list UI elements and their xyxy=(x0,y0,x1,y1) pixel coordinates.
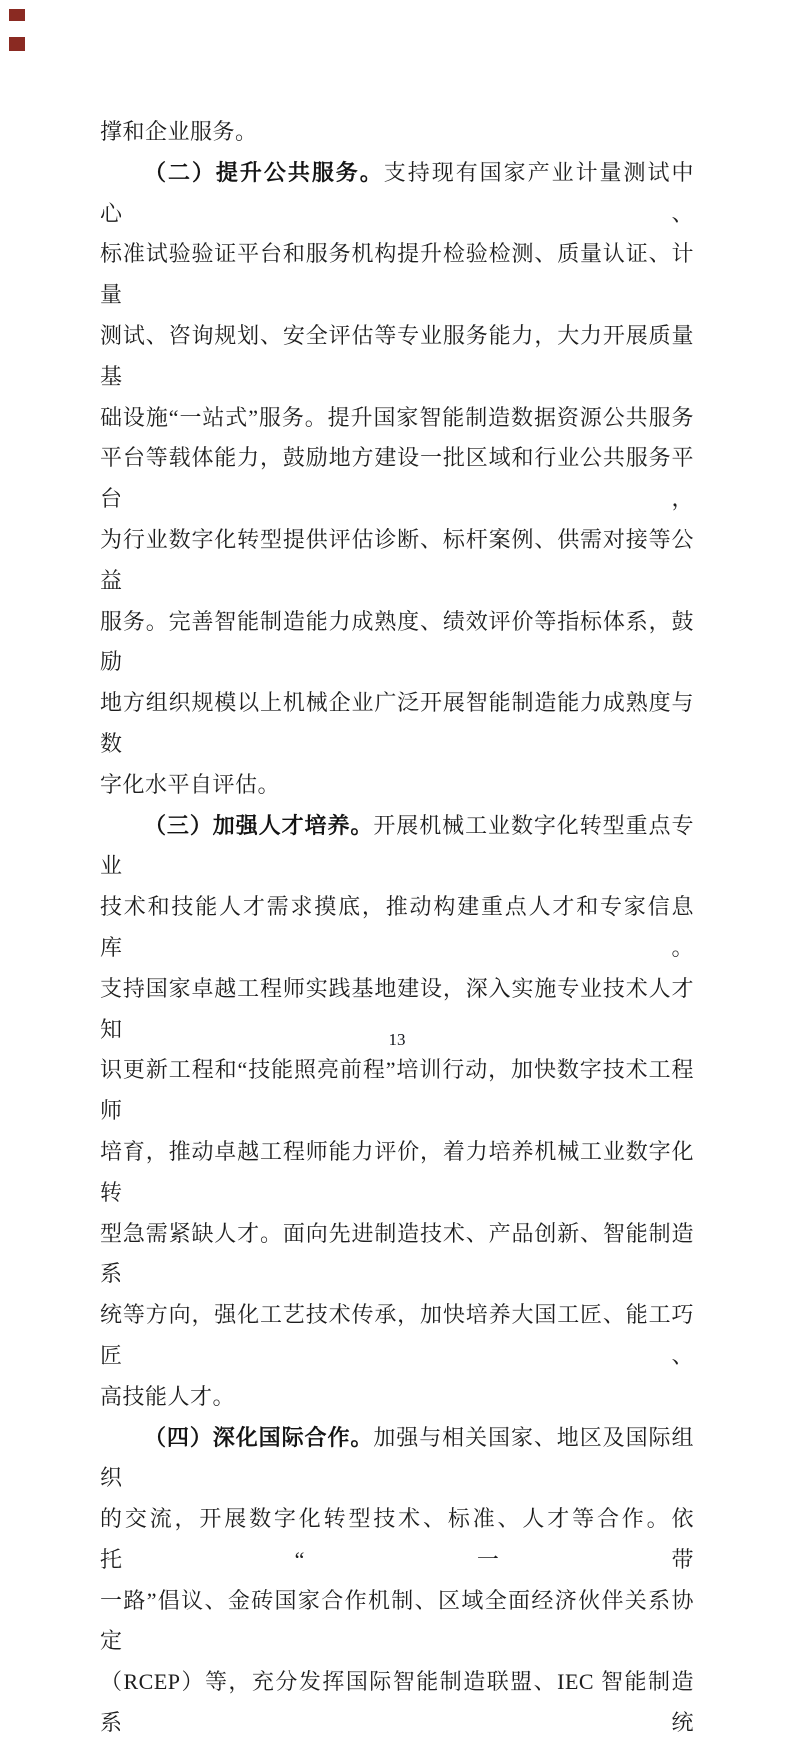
text-line: 测试、咨询规划、安全评估等专业服务能力，大力开展质量基 xyxy=(100,322,694,389)
paragraph xyxy=(100,153,694,806)
text-line: （四）深化国际合作。加强与相关国家、地区及国际组织 xyxy=(100,1424,694,1491)
text-line: 标准试验验证平台和服务机构提升检验检测、质量认证、计量 xyxy=(100,241,694,308)
section-heading: （二）提升公共服务。 xyxy=(144,159,384,185)
text-line: 识更新工程和“技能照亮前程”培训行动，加快数字技术工程师 xyxy=(100,1057,694,1124)
page-number: 13 xyxy=(388,1030,406,1049)
section-heading: （三）加强人才培养。 xyxy=(144,812,374,838)
paragraph xyxy=(100,1418,694,1744)
text-line: （二）提升公共服务。支持现有国家产业计量测试中心、 xyxy=(100,159,694,226)
paragraph xyxy=(100,806,694,1418)
text-line: 服务。完善智能制造能力成熟度、绩效评价等指标体系，鼓励 xyxy=(100,608,694,675)
text-line: 支持国家卓越工程师实践基地建设，深入实施专业技术人才知 xyxy=(100,975,694,1042)
document-body xyxy=(100,112,694,1744)
section-heading: （四）深化国际合作。 xyxy=(144,1424,374,1450)
red-mark-top xyxy=(9,9,25,21)
text-line: 一路”倡议、金砖国家合作机制、区域全面经济伙伴关系协定 xyxy=(100,1587,694,1654)
text-line: 的交流，开展数字化转型技术、标准、人才等合作。依托“一带 xyxy=(100,1506,694,1572)
text-line: 为行业数字化转型提供评估诊断、标杆案例、供需对接等公益 xyxy=(100,526,694,593)
text-line: （三）加强人才培养。开展机械工业数字化转型重点专业 xyxy=(100,812,694,879)
text-line: 地方组织规模以上机械企业广泛开展智能制造能力成熟度与数 xyxy=(100,690,694,756)
text-line: 础设施“一站式”服务。提升国家智能制造数据资源公共服务 xyxy=(100,404,694,430)
text-line: 技术和技能人才需求摸底，推动构建重点人才和专家信息库。 xyxy=(100,894,694,960)
paragraph xyxy=(100,112,694,153)
text-line: 统等方向，强化工艺技术传承，加快培养大国工匠、能工巧匠、 xyxy=(100,1302,694,1368)
text-line: 型急需紧缺人才。面向先进制造技术、产品创新、智能制造系 xyxy=(100,1220,694,1287)
text-line: （RCEP）等，充分发挥国际智能制造联盟、IEC 智能制造系统 xyxy=(100,1669,694,1736)
text-line: 培育，推动卓越工程师能力评价，着力培养机械工业数字化转 xyxy=(100,1138,694,1205)
text-line: 高技能人才。 xyxy=(100,1383,236,1409)
text-line: 撑和企业服务。 xyxy=(100,119,258,144)
red-mark-bottom xyxy=(9,37,25,51)
text-line: 平台等载体能力，鼓励地方建设一批区域和行业公共服务平台， xyxy=(100,445,694,512)
text-line: 字化水平自评估。 xyxy=(100,771,281,797)
